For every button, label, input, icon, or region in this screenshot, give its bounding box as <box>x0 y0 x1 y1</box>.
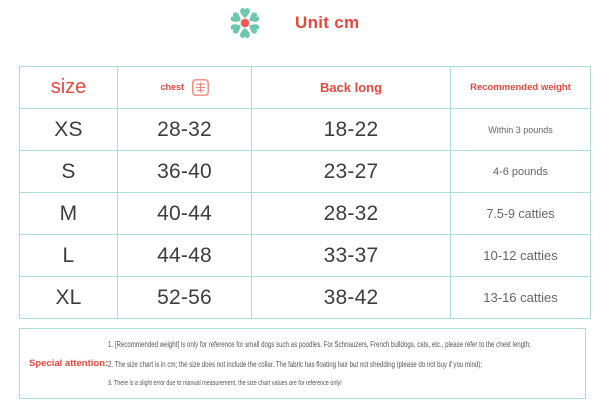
size-value: M <box>20 193 118 235</box>
notes-list <box>108 329 585 398</box>
size-value: L <box>20 235 118 277</box>
table-row-l <box>20 235 591 277</box>
table-row-s <box>20 151 591 193</box>
back-long-value: 38-42 <box>252 277 451 319</box>
table-row-xs <box>20 109 591 151</box>
back-long-value: 18-22 <box>252 109 451 151</box>
back-long-value: 28-32 <box>252 193 451 235</box>
chest-header-label: chest <box>160 81 184 92</box>
note-item-2: 2. The size chart is in cm; the size does not include the collar. The fabric has floating hair but not shedding (please do not buy if you mind); <box>108 358 482 369</box>
chest-value: 36-40 <box>118 151 252 193</box>
weight-value: 10-12 catties <box>451 235 591 277</box>
size-value: XS <box>20 109 118 151</box>
special-attention-box <box>19 328 586 399</box>
chest-value: 44-48 <box>118 235 252 277</box>
chest-value: 40-44 <box>118 193 252 235</box>
weight-value: 7.5-9 catties <box>451 193 591 235</box>
weight-value: 13-16 catties <box>451 277 591 319</box>
size-value: S <box>20 151 118 193</box>
chest-girth-stamp-icon <box>192 79 209 96</box>
table-row-xl <box>20 277 591 319</box>
back-long-value: 23-27 <box>252 151 451 193</box>
note-item-3: 3. There is a slight error due to manual measurement, the size chart values are for reference only! <box>108 378 342 388</box>
chest-value: 52-56 <box>118 277 252 319</box>
column-header-recommended-weight: Recommended weight <box>451 67 591 109</box>
flower-icon <box>226 4 264 42</box>
column-header-size: size <box>20 67 118 109</box>
column-header-chest <box>118 67 252 109</box>
note-item-1: 1. [Recommended weight] is only for reference for small dogs such as poodles. For Schnauzers, French bulldogs, cats, etc., please refer to the chest length; <box>108 339 531 350</box>
table-header-row <box>20 67 591 109</box>
chest-value: 28-32 <box>118 109 252 151</box>
size-chart-table <box>19 66 591 319</box>
size-value: XL <box>20 277 118 319</box>
table-row-m <box>20 193 591 235</box>
weight-value: Within 3 pounds <box>451 109 591 151</box>
column-header-back-long: Back long <box>252 67 451 109</box>
unit-title: Unit cm <box>295 13 360 32</box>
back-long-value: 33-37 <box>252 235 451 277</box>
weight-value: 4-6 pounds <box>451 151 591 193</box>
special-attention-label: Special attention: <box>29 358 109 369</box>
page-header <box>0 0 600 56</box>
